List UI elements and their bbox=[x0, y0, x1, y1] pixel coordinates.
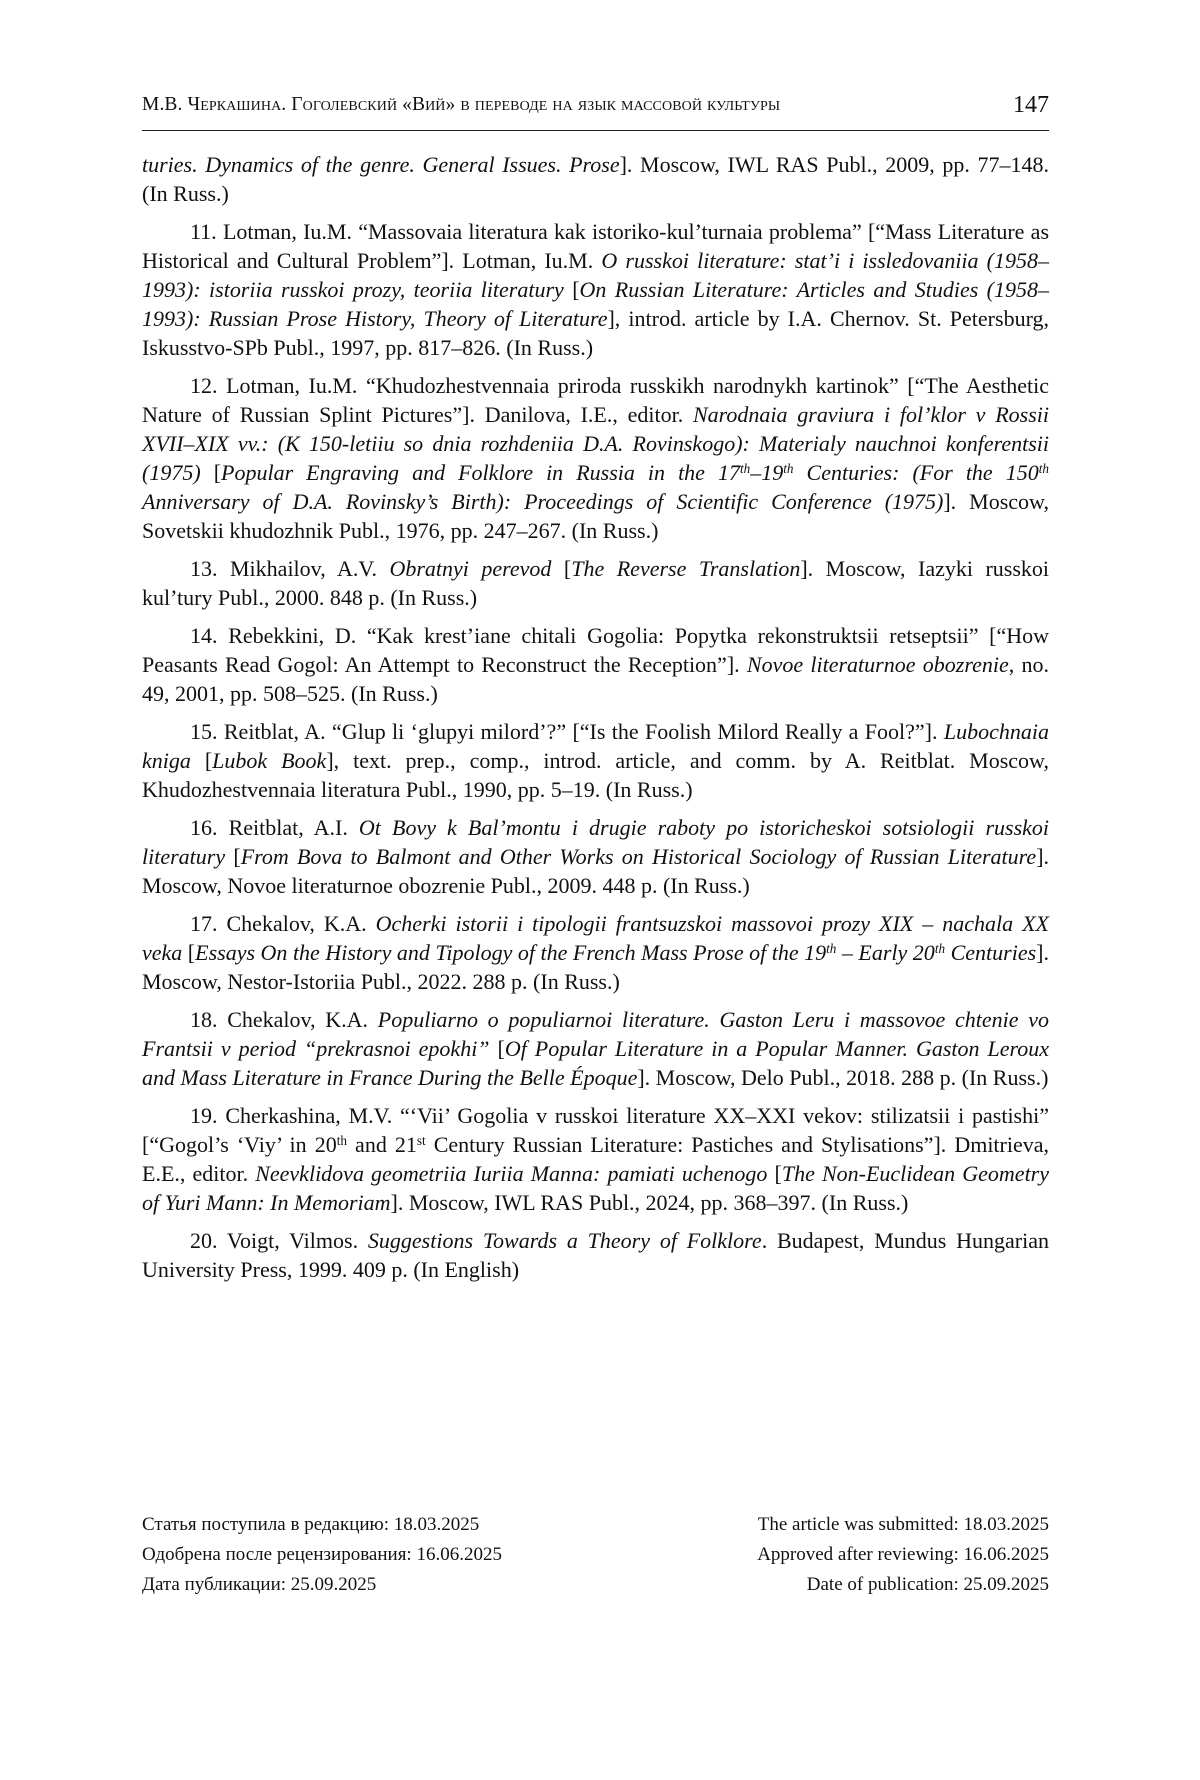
reference-number: 12. bbox=[190, 373, 218, 398]
reference-text-segment: Lubochnaia kniga bbox=[142, 719, 1049, 773]
reference-text-segment: Mikhailov, A.V. bbox=[230, 556, 390, 581]
reference-text-segment: Obratnyi perevod bbox=[389, 556, 552, 581]
reference-text-segment: th bbox=[934, 940, 946, 956]
reference-text-segment: ], text. prep., comp., introd. article, and comm. by A. Reitblat. Moscow, Khudozhestvennaia literatura Publ., 1990, pp. 5–19. (In Russ.) bbox=[142, 748, 1050, 802]
reference-text-segment: Chekalov, K.A. bbox=[226, 911, 376, 936]
reference-item bbox=[142, 554, 1049, 612]
reference-item bbox=[142, 217, 1049, 362]
date-line: Approved after reviewing: 16.06.2025 bbox=[757, 1544, 1049, 1565]
date-line: The article was submitted: 18.03.2025 bbox=[757, 1514, 1049, 1535]
reference-text-segment: Century Russian Literature: Pastiches and Stylisations”]. Dmitrieva, E.E., editor. bbox=[142, 1132, 1050, 1186]
reference-text-segment: Of Popular Literature in a Popular Manner. Gaston Leroux and Mass Literature in France During the Belle Époque bbox=[142, 1036, 1049, 1090]
reference-number: 14. bbox=[190, 623, 218, 648]
reference-text-segment: [ bbox=[551, 556, 572, 581]
reference-number: 18. bbox=[190, 1007, 218, 1032]
reference-item bbox=[142, 1226, 1049, 1284]
reference-text-segment: [ bbox=[182, 940, 196, 965]
reference-number: 20. bbox=[190, 1228, 218, 1253]
reference-number: 16. bbox=[190, 815, 218, 840]
reference-text-segment: Ot Bovy k Bal’montu i drugie raboty po istoricheskoi sotsiologii russkoi literatury bbox=[142, 815, 1050, 869]
reference-text-segment: [ bbox=[563, 277, 580, 302]
reference-item bbox=[142, 717, 1049, 804]
reference-text-segment: [ bbox=[225, 844, 241, 869]
reference-text-segment: th bbox=[783, 460, 794, 476]
reference-text-segment: ]. Moscow, Nestor-Istoriia Publ., 2022. 288 p. (In Russ.) bbox=[142, 940, 1049, 994]
reference-text-segment: , no. 49, 2001, pp. 508–525. (In Russ.) bbox=[142, 652, 1049, 706]
reference-text-segment: Essays On the History and Tipology of the French Mass Prose of the 19 bbox=[195, 940, 827, 965]
reference-text-segment: Lotman, Iu.M. “Massovaia literatura kak istoriko-kul’turnaia problema” [“Mass Literature as Historical and Cultural Problem”]. Lotman, Iu.M. bbox=[142, 219, 1050, 273]
reference-text-segment: Centuries bbox=[945, 940, 1037, 965]
reference-text-segment: Rebekkini, D. “Kak krest’iane chitali Gogolia: Popytka rekonstruktsii retseptsii” [“How Peasants Read Gogol: An Attempt to Reconstruct the Reception”]. bbox=[142, 623, 1050, 677]
page-number: 147 bbox=[1013, 92, 1049, 118]
reference-text-segment: Anniversary of D.A. Rovinsky’s Birth): Proceedings of Scientific Conference (1975) bbox=[142, 489, 944, 514]
reference-text-segment: Lubok Book bbox=[212, 748, 327, 773]
reference-text-segment: From Bova to Balmont and Other Works on Historical Sociology of Russian Literature bbox=[240, 844, 1037, 869]
reference-text-segment: ]. Moscow, IWL RAS Publ., 2009, pp. 77–148. (In Russ.) bbox=[142, 152, 1050, 206]
reference-text-segment: ]. Moscow, IWL RAS Publ., 2024, pp. 368–397. (In Russ.) bbox=[390, 1190, 909, 1215]
reference-number: 11. bbox=[190, 219, 217, 244]
reference-text-segment: ], introd. article by I.A. Chernov. St. Petersburg, Iskusstvo-SPb Publ., 1997, pp. 817–826. (In Russ.) bbox=[142, 306, 1049, 360]
reference-item bbox=[142, 371, 1049, 545]
reference-text-segment: st bbox=[416, 1132, 426, 1148]
reference-text-segment: Cherkashina, M.V. “‘Vii’ Gogolia v russkoi literature XX–XXI vekov: stilizatsii i pastishi” [“Gogol’s ‘Viy’ in 20 bbox=[142, 1103, 1049, 1157]
date-line: Дата публикации: 25.09.2025 bbox=[142, 1574, 377, 1595]
reference-text-segment: Reitblat, A.I. bbox=[228, 815, 359, 840]
reference-text-segment: Narodnaia graviura i fol’klor v Rossii XVII–XIX vv.: (K 150-letiiu so dnia rozhdeniia D.A. Rovinskogo): Materialy nauchnoi konferentsii (1975) bbox=[142, 402, 1049, 485]
reference-text-segment: ]. Moscow, Delo Publ., 2018. 288 p. (In Russ.) bbox=[637, 1065, 1049, 1090]
running-header bbox=[142, 84, 1049, 131]
date-line: Одобрена после рецензирования: 16.06.2025 bbox=[142, 1544, 502, 1565]
reference-text-segment: – Early 20 bbox=[836, 940, 935, 965]
reference-text-segment: Reitblat, A. “Glup li ‘glupyi milord’?” [“Is the Foolish Milord Really a Fool?”]. bbox=[223, 719, 944, 744]
reference-text-segment: th bbox=[826, 940, 837, 956]
reference-item bbox=[142, 150, 1049, 208]
reference-text-segment: th bbox=[739, 460, 751, 476]
reference-text-segment: Ocherki istorii i tipologii frantsuzskoi massovoi prozy XIX – nachala XX veka bbox=[142, 911, 1049, 965]
reference-text-segment: The Non-Euclidean Geometry of Yuri Mann: In Memoriam bbox=[142, 1161, 1050, 1215]
reference-text-segment: ]. Moscow, Sovetskii khudozhnik Publ., 1976, pp. 247–267. (In Russ.) bbox=[142, 489, 1049, 543]
reference-text-segment: th bbox=[1038, 460, 1049, 476]
reference-item bbox=[142, 813, 1049, 900]
reference-text-segment: Novoe literaturnoe obozrenie bbox=[746, 652, 1009, 677]
reference-text-segment: Voigt, Vilmos. bbox=[226, 1228, 368, 1253]
reference-number: 13. bbox=[190, 556, 218, 581]
reference-text-segment: Suggestions Towards a Theory of Folklore bbox=[367, 1228, 762, 1253]
reference-text-segment: . Budapest, Mundus Hungarian University Press, 1999. 409 p. (In English) bbox=[142, 1228, 1049, 1282]
reference-text-segment: –19 bbox=[750, 460, 784, 485]
reference-text-segment: Neevklidova geometriia Iuriia Manna: pamiati uchenogo bbox=[255, 1161, 768, 1186]
reference-text-segment: O russkoi literature: stat’i i issledovaniia (1958–1993): istoriia russkoi prozy, teoriia literatury bbox=[142, 248, 1049, 302]
reference-number: 15. bbox=[190, 719, 218, 744]
date-line: Статья поступила в редакцию: 18.03.2025 bbox=[142, 1514, 480, 1535]
reference-text-segment: ]. Moscow, Iazyki russkoi kul’tury Publ., 2000. 848 p. (In Russ.) bbox=[142, 556, 1050, 610]
reference-text-segment: Chekalov, K.A. bbox=[227, 1007, 378, 1032]
reference-text-segment: [ bbox=[767, 1161, 782, 1186]
running-title: М.В. Черкашина. Гоголевский «Вий» в переводе на язык массовой культуры bbox=[142, 94, 781, 115]
reference-text-segment: Centuries: (For the 150 bbox=[793, 460, 1039, 485]
reference-item bbox=[142, 621, 1049, 708]
date-line: Date of publication: 25.09.2025 bbox=[806, 1574, 1049, 1595]
reference-text-segment: The Reverse Translation bbox=[571, 556, 801, 581]
reference-text-segment: Popular Engraving and Folklore in Russia in the 17 bbox=[221, 460, 740, 485]
dates-russian bbox=[142, 1510, 502, 1600]
reference-text-segment: [ bbox=[489, 1036, 505, 1061]
reference-text-segment: and 21 bbox=[347, 1132, 417, 1157]
reference-number: 19. bbox=[190, 1103, 218, 1128]
publication-dates bbox=[142, 1510, 1049, 1600]
reference-item bbox=[142, 909, 1049, 996]
reference-number: 17. bbox=[190, 911, 218, 936]
reference-item bbox=[142, 1101, 1049, 1217]
reference-text-segment: Lotman, Iu.M. “Khudozhestvennaia priroda russkikh narodnykh kartinok” [“The Aesthetic Nature of Russian Splint Pictures”]. Danilova, I.E., editor. bbox=[142, 373, 1050, 427]
reference-text-segment: [ bbox=[190, 748, 213, 773]
reference-text-segment: [ bbox=[200, 460, 222, 485]
reference-item bbox=[142, 1005, 1049, 1092]
reference-list bbox=[142, 150, 1049, 1293]
dates-english bbox=[757, 1510, 1049, 1600]
reference-text-segment: On Russian Literature: Articles and Studies (1958–1993): Russian Prose History, Theory of Literature bbox=[142, 277, 1050, 331]
reference-text-segment: th bbox=[336, 1132, 347, 1148]
reference-text-segment: ]. Moscow, Novoe literaturnoe obozrenie Publ., 2009. 448 p. (In Russ.) bbox=[142, 844, 1050, 898]
reference-text-segment: Populiarno o populiarnoi literature. Gaston Leru i massovoe chtenie vo Frantsii v period “prekrasnoi epokhi” bbox=[142, 1007, 1050, 1061]
reference-text-segment: turies. Dynamics of the genre. General Issues. Prose bbox=[142, 152, 620, 177]
